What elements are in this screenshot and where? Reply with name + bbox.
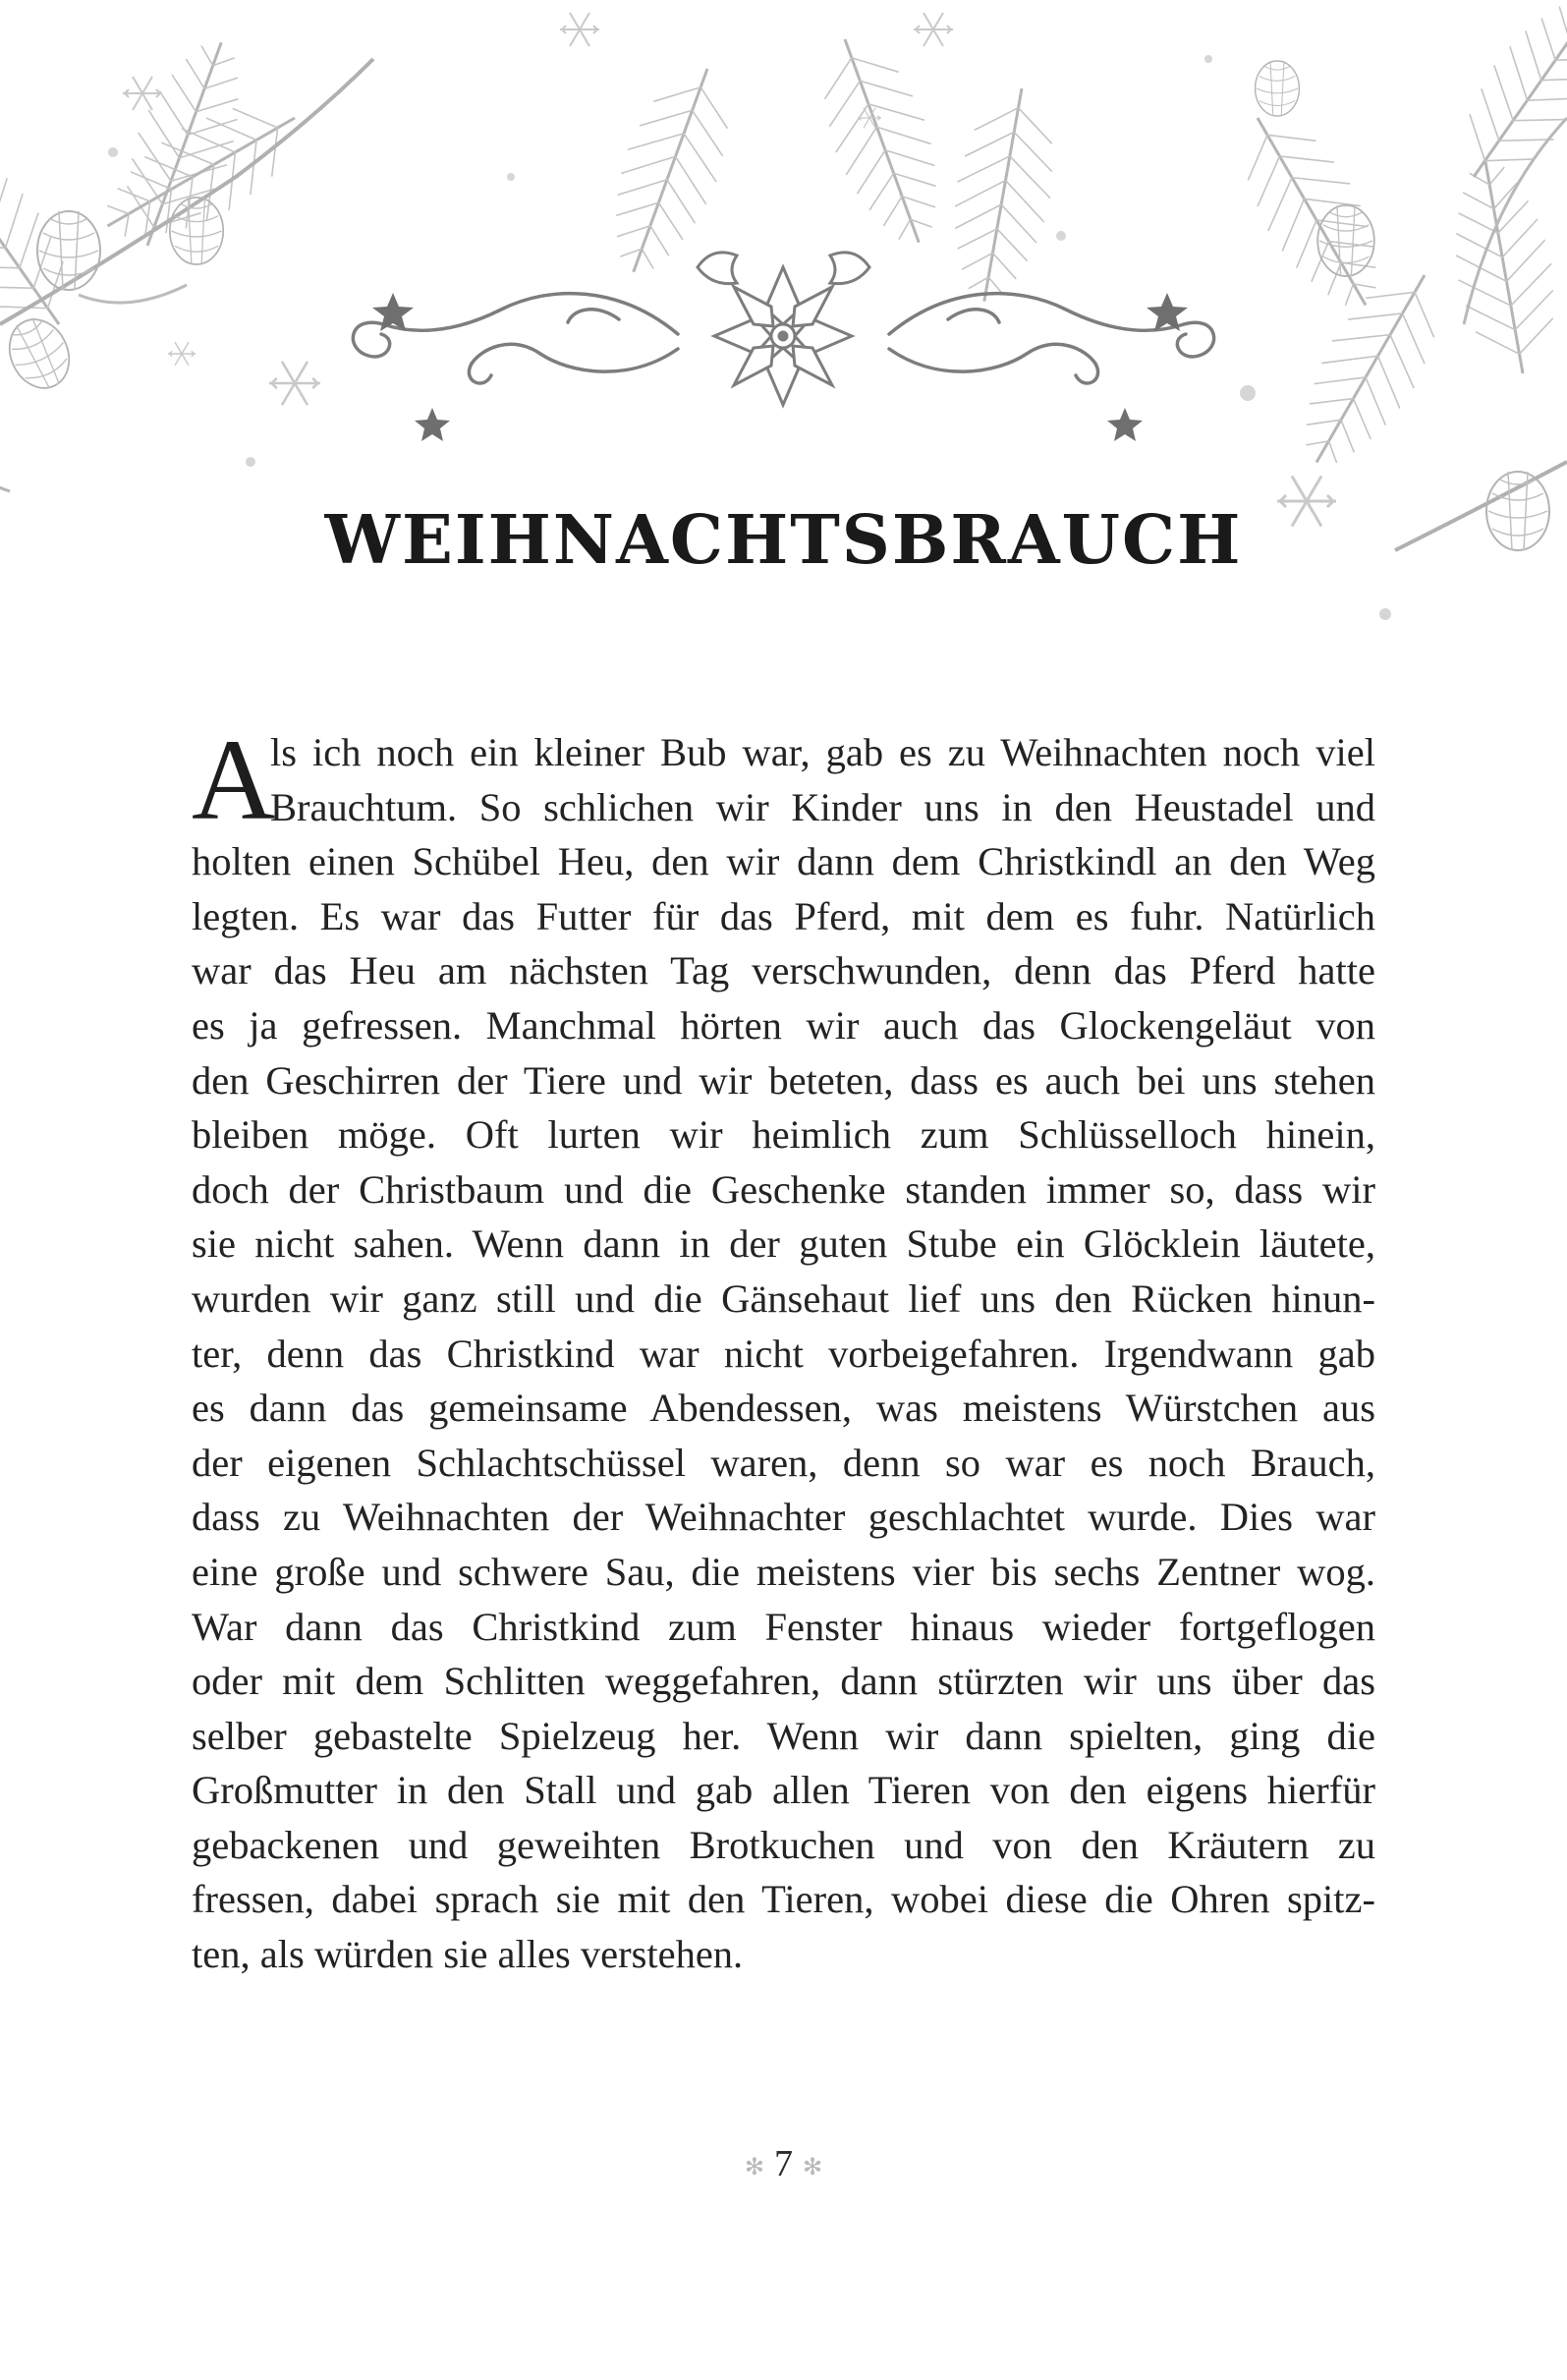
page-footer — [0, 2142, 1567, 2185]
text-line: War dann das Christkind zum Fenster hinaus wieder fortgeflogen — [192, 1604, 1375, 1649]
text-line: gebackenen und geweihten Brotkuchen und von den Kräutern zu — [192, 1822, 1375, 1867]
text-line: selber gebastelte Spielzeug her. Wenn wir dann spielten, ging die — [192, 1713, 1375, 1758]
snowflake-icon: ✻ — [744, 2154, 764, 2181]
page-number: 7 — [774, 2143, 793, 2184]
text-line: es ja gefressen. Manchmal hörten wir auch das Glockengeläut von — [192, 1002, 1375, 1048]
text-line: doch der Christbaum und die Geschenke standen immer so, dass wir — [192, 1166, 1375, 1212]
text-line: holten einen Schübel Heu, den wir dann dem Christkindl an den Weg — [192, 839, 1375, 884]
drop-cap: A — [192, 715, 276, 844]
text-line: oder mit dem Schlitten weggefahren, dann stürzten wir uns über das — [192, 1659, 1375, 1704]
text-line: sie nicht sahen. Wenn dann in der guten Stube ein Glöcklein läutete, — [192, 1221, 1375, 1267]
text-line: es dann das gemeinsame Abendessen, was meistens Würstchen aus — [192, 1386, 1375, 1431]
text-line: den Geschirren der Tiere und wir beteten, dass es auch bei uns stehen — [192, 1057, 1375, 1103]
snowflake-icon: ✻ — [803, 2154, 823, 2181]
text-line: ten, als würden sie alles verstehen. — [192, 1932, 744, 1977]
text-line: Brauchtum. So schlichen wir Kinder uns in den Heustadel und — [270, 784, 1375, 829]
text-line: eine große und schwere Sau, die meistens vier bis sechs Zentner wog. — [192, 1549, 1375, 1594]
text-line: bleiben möge. Oft lurten wir heimlich zum Schlüsselloch hinein, — [192, 1112, 1375, 1158]
text-line: war das Heu am nächsten Tag verschwunden, denn das Pferd hatte — [192, 948, 1375, 993]
poinsettia-scroll-ornament — [324, 226, 1243, 462]
text-line: ls ich noch ein kleiner Bub war, gab es zu Weihnachten noch viel — [270, 730, 1375, 774]
text-line: ter, denn das Christkind war nicht vorbeigefahren. Irgendwann gab — [192, 1331, 1375, 1376]
text-line: dass zu Weihnachten der Weihnachter geschlachtet wurde. Dies war — [192, 1495, 1375, 1540]
body-paragraph — [192, 715, 1375, 1982]
text-line: wurden wir ganz still und die Gänsehaut lief uns den Rücken hinun- — [192, 1275, 1375, 1321]
text-line: legten. Es war das Futter für das Pferd, mit dem es fuhr. Natürlich — [192, 893, 1375, 938]
page-title: WEIHNACHTSBRAUCH — [324, 501, 1243, 580]
text-line: Großmutter in den Stall und gab allen Tieren von den eigens hierfür — [192, 1768, 1375, 1813]
text-line: der eigenen Schlachtschüssel waren, denn so war es noch Brauch, — [192, 1440, 1375, 1485]
text-line: fressen, dabei sprach sie mit den Tieren, wobei diese die Ohren spitz- — [192, 1877, 1375, 1922]
